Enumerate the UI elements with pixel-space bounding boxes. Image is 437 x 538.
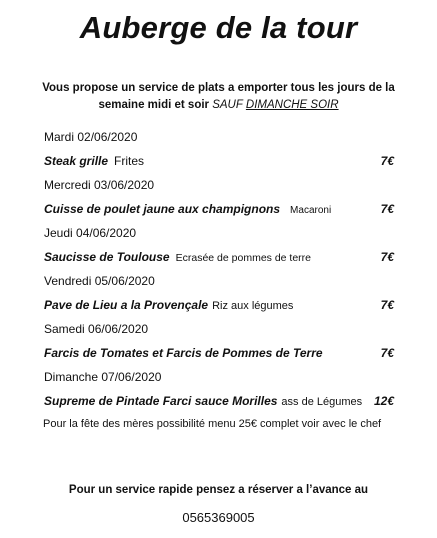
intro-line-1: Vous propose un service de plats a emporter tous les jours de la	[42, 82, 395, 94]
menu-dish-row	[44, 341, 394, 365]
dish-name: Steak grille	[44, 154, 109, 168]
phone-number: 0565369005	[182, 510, 255, 525]
dish-name: Farcis de Tomates et Farcis de Pommes de Terre	[44, 346, 323, 360]
menu-dish-row	[44, 149, 394, 173]
dish-side: Riz aux légumes	[212, 300, 294, 312]
dish-price: 7€	[380, 154, 394, 168]
dish-side: ass de Légumes	[281, 396, 363, 408]
intro-sauf: SAUF	[212, 99, 246, 111]
dish-side: Frites	[114, 154, 145, 168]
menu-date: Jeudi 04/06/2020	[44, 226, 137, 240]
menu-dish-row	[44, 197, 394, 221]
dish-name: Supreme de Pintade Farci sauce Morilles	[44, 394, 278, 408]
menu-date: Samedi 06/06/2020	[44, 322, 149, 336]
dish-price: 7€	[380, 202, 394, 216]
dish-name: Cuisse de poulet jaune aux champignons	[44, 202, 281, 216]
footer-text: Pour un service rapide pensez a réserver a l’avance au	[68, 484, 369, 496]
dish-price: 7€	[380, 298, 394, 312]
menu-date: Vendredi 05/06/2020	[44, 274, 155, 288]
dish-name: Pave de Lieu a la Provençale	[44, 298, 209, 312]
intro-line-2-text: semaine midi et soir	[98, 99, 213, 111]
dish-name: Saucisse de Toulouse	[44, 250, 170, 264]
dish-price: 7€	[380, 346, 394, 360]
dish-price: 12€	[373, 394, 394, 408]
intro-dimanche-soir: DIMANCHE SOIR	[245, 99, 339, 111]
menu-date: Dimanche 07/06/2020	[44, 370, 162, 384]
dish-side: Ecrasée de pommes de terre	[175, 252, 312, 264]
menu-date: Mercredi 03/06/2020	[44, 178, 155, 192]
dish-price: 7€	[380, 250, 394, 264]
mothers-day-note: Pour la fête des mères possibilité menu 25€ complet voir avec le chef	[43, 418, 382, 430]
intro-text	[20, 80, 417, 114]
menu-dish-row	[44, 389, 394, 413]
menu-dish-row	[44, 245, 394, 269]
page-title: Auberge de la tour	[79, 10, 358, 45]
dish-side: Macaroni	[290, 205, 332, 216]
menu-dish-row	[44, 293, 394, 317]
intro-line-2	[20, 97, 417, 114]
menu-date: Mardi 02/06/2020	[44, 130, 138, 144]
weekly-menu	[44, 125, 394, 435]
